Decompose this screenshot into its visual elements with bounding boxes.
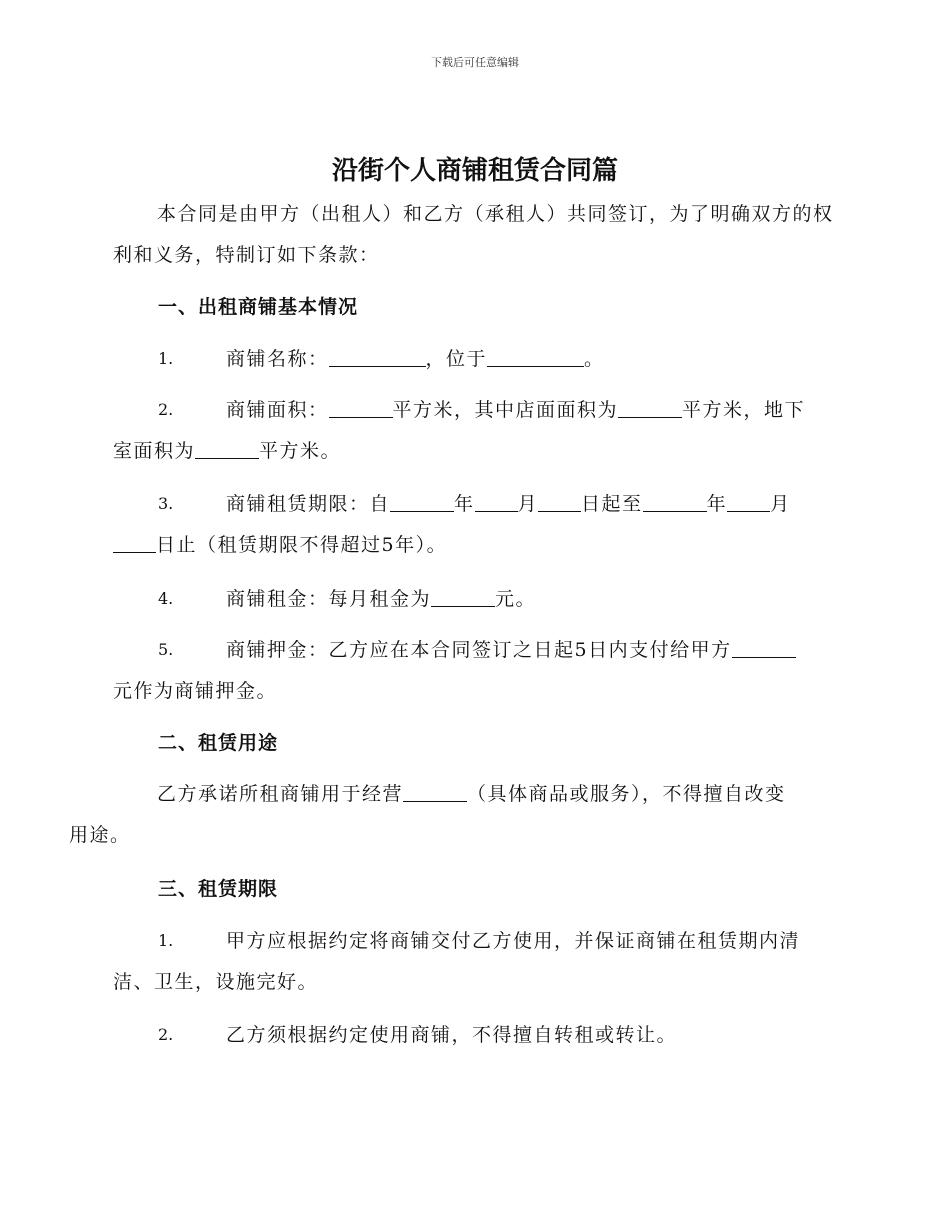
- fill-blank[interactable]: [727, 493, 770, 512]
- document-title: 沿街个人商铺租赁合同篇: [331, 156, 618, 186]
- fill-blank[interactable]: [195, 440, 259, 459]
- header-note: 下载后可任意编辑: [431, 56, 519, 69]
- clause-1-4: 4. 商铺租金：每月租金为 元。: [158, 578, 838, 620]
- clause-1-3: 3. 商铺租赁期限：自 年 月 日起至 年 月 日止（租赁期限不得超过5年）。: [113, 483, 835, 566]
- section-2-paragraph: 乙方承诺所租商铺用于经营 （具体商品或服务），不得擅自改变 用途。: [69, 783, 786, 846]
- fill-blank[interactable]: [732, 639, 796, 658]
- fill-blank[interactable]: [618, 399, 682, 418]
- fill-blank[interactable]: [538, 493, 581, 512]
- clause-1-2: 2. 商铺面积： 平方米，其中店面面积为 平方米，地下 室面积为 平方米。: [113, 389, 835, 472]
- fill-blank[interactable]: [403, 783, 467, 802]
- section-heading-1: 一、出租商铺基本情况: [158, 296, 359, 318]
- section-heading-2: 二、租赁用途: [158, 732, 279, 754]
- clause-number: 2.: [158, 1025, 174, 1044]
- clause-number: 1.: [158, 349, 174, 368]
- section-heading-3: 三、租赁期限: [158, 878, 279, 900]
- fill-blank[interactable]: [329, 399, 393, 418]
- fill-blank[interactable]: [390, 493, 454, 512]
- clause-1-1: 1. 商铺名称： ，位于 。: [158, 338, 838, 380]
- fill-blank[interactable]: [643, 493, 707, 512]
- clause-3-1: 1. 甲方应根据约定将商铺交付乙方使用，并保证商铺在租赁期内清 洁、卫生，设施完好。: [113, 920, 835, 1003]
- clause-number: 1.: [158, 931, 174, 950]
- fill-blank[interactable]: [487, 348, 584, 367]
- clause-number: 3.: [158, 494, 174, 513]
- fill-blank[interactable]: [431, 588, 495, 607]
- fill-blank[interactable]: [113, 534, 156, 553]
- intro-paragraph: 本合同是由甲方（出租人）和乙方（承租人）共同签订，为了明确双方的权利和义务，特制订如下条款：: [113, 203, 834, 266]
- clause-1-5: 5. 商铺押金：乙方应在本合同签订之日起5日内支付给甲方 元作为商铺押金。: [113, 629, 835, 712]
- clause-number: 4.: [158, 589, 174, 608]
- clause-3-2: 2. 乙方须根据约定使用商铺，不得擅自转租或转让。: [158, 1014, 838, 1056]
- fill-blank[interactable]: [329, 348, 426, 367]
- clause-number: 2.: [158, 400, 174, 419]
- clause-number: 5.: [158, 640, 174, 659]
- fill-blank[interactable]: [475, 493, 518, 512]
